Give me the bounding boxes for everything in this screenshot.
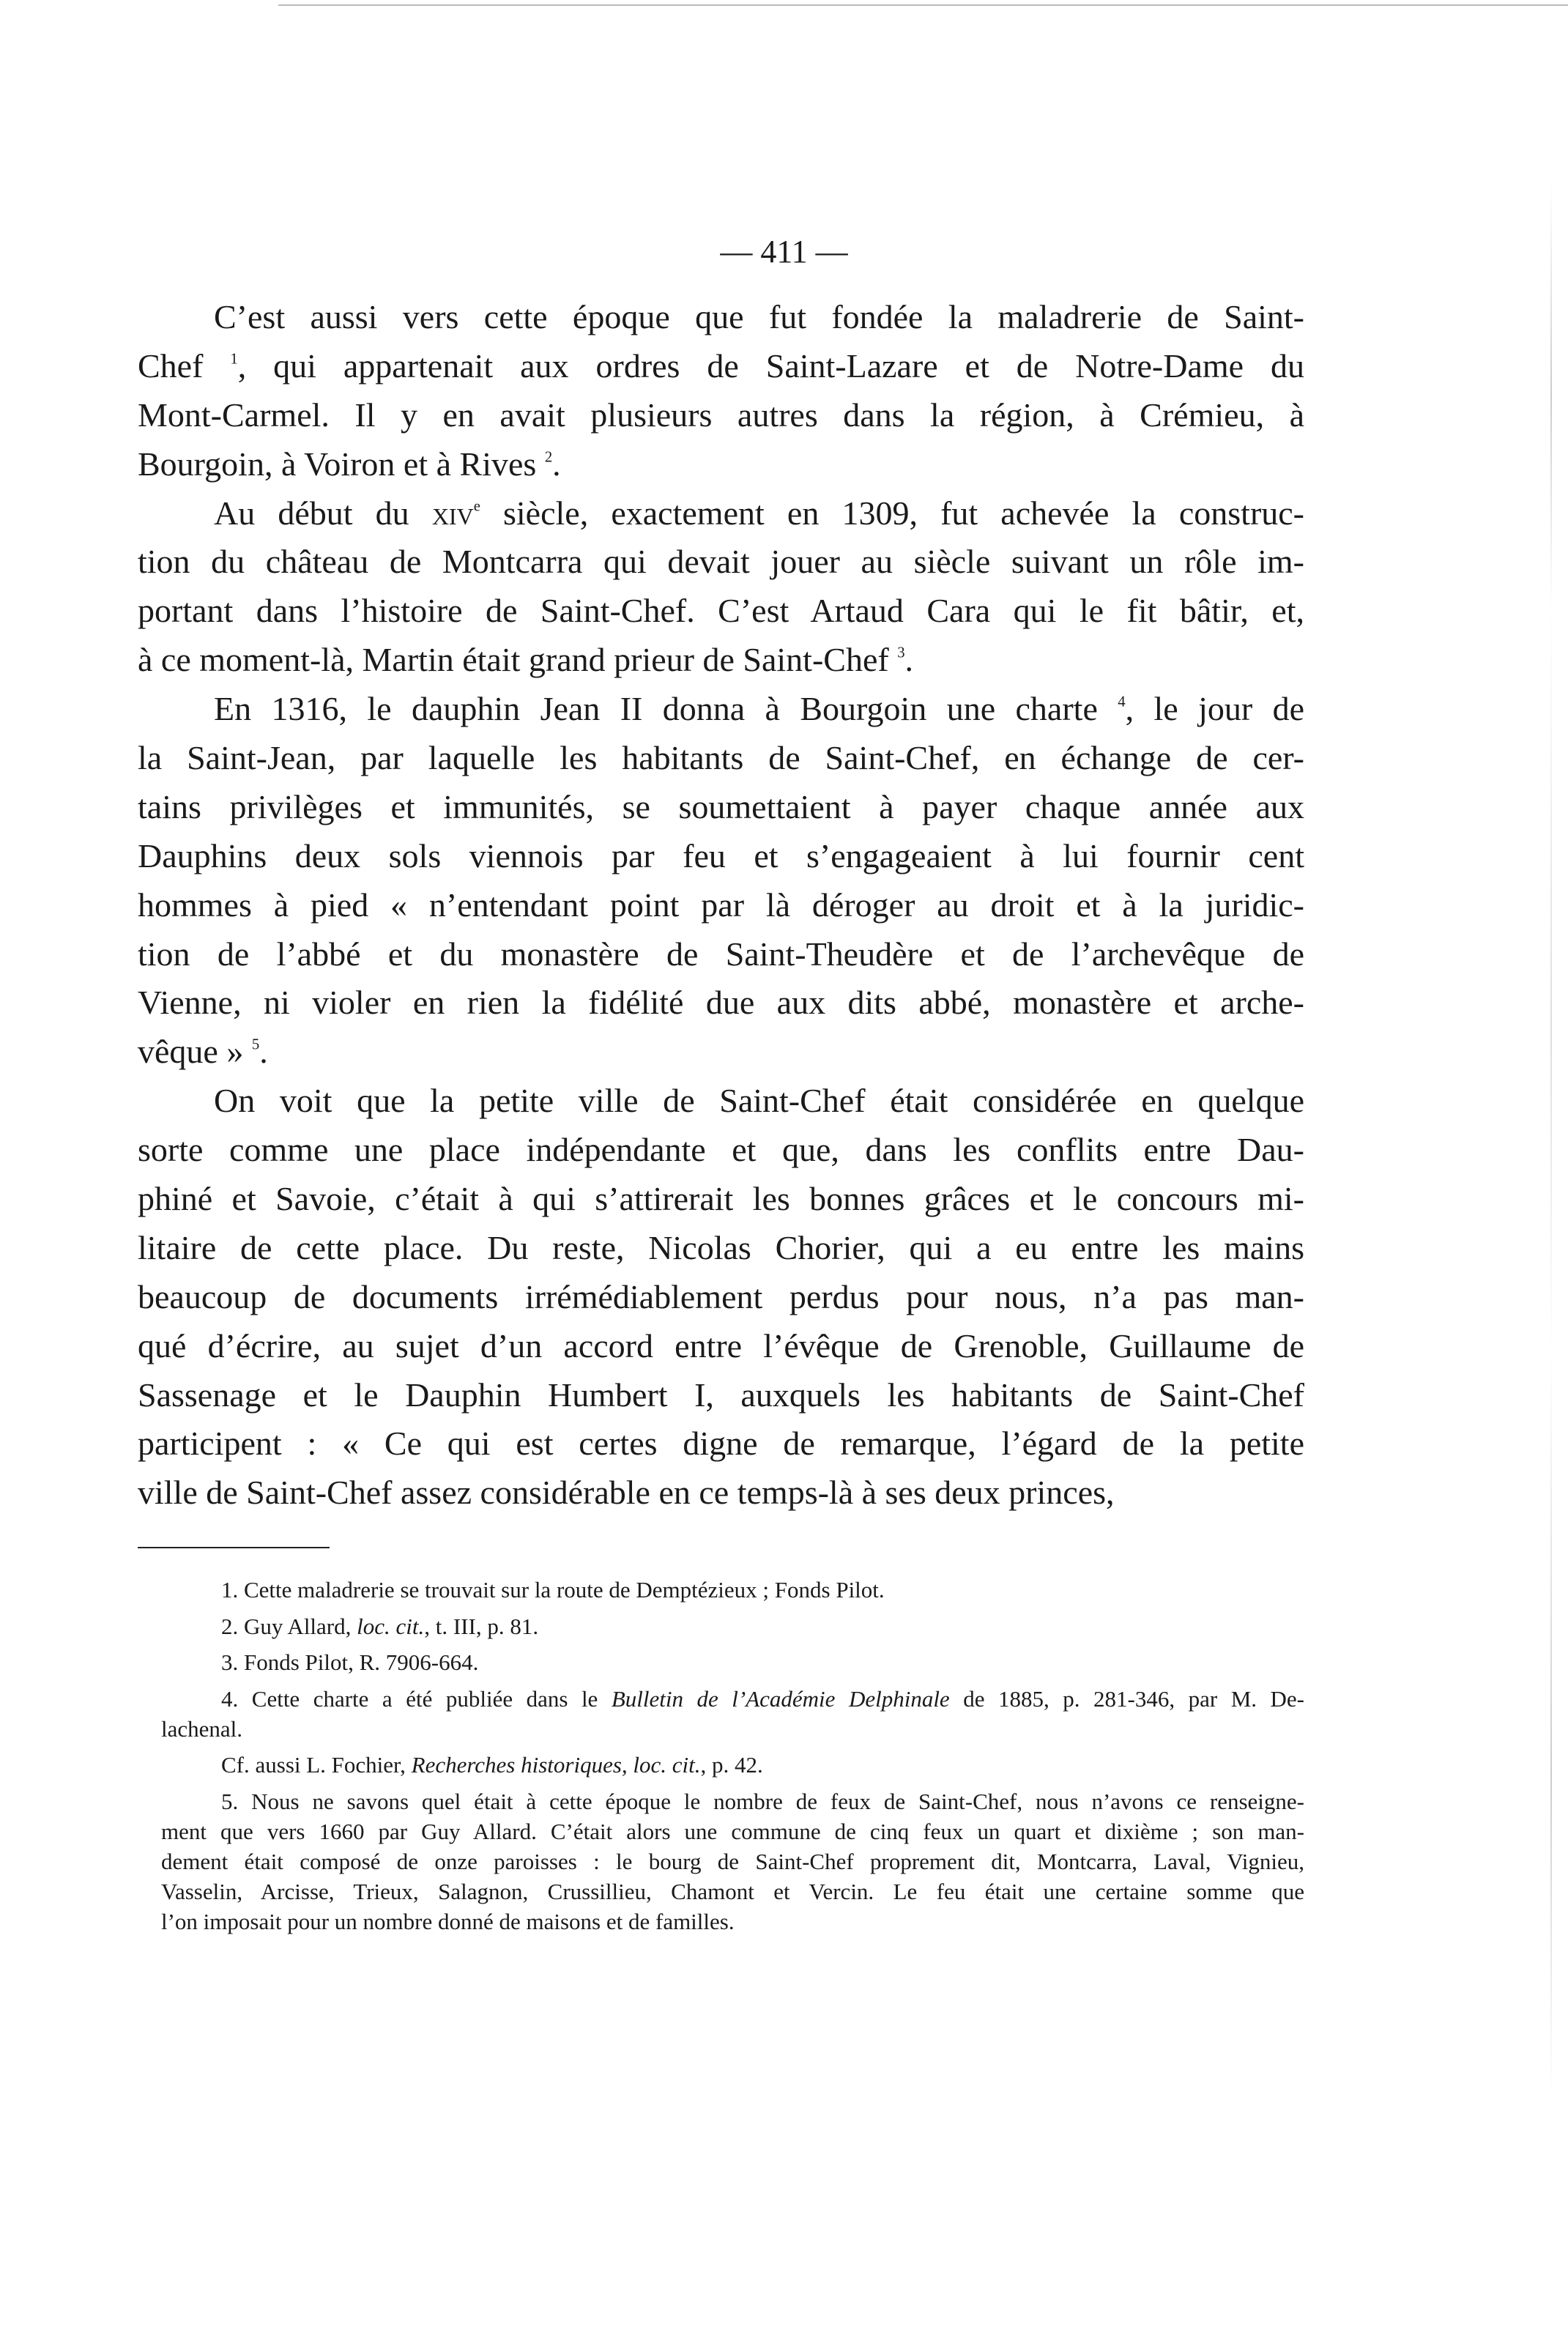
- footnote-line: [161, 1575, 1304, 1605]
- text-run: , p. 42.: [700, 1752, 763, 1778]
- text-run: participent : « Ce qui est certes digne de remarque, l’égard de la petite: [138, 1425, 1304, 1463]
- footnote-reference: 5: [251, 1036, 260, 1053]
- footnote-line: [161, 1846, 1304, 1876]
- text-run: En 1316, le dauphin Jean II donna à Bourgoin une charte: [214, 690, 1118, 728]
- scan-edge-shadow: [1550, 183, 1552, 2307]
- text-run: à ce moment-là, Martin était grand prieur de Saint-Chef: [138, 641, 898, 679]
- text-run: 2. Guy Allard,: [221, 1613, 357, 1639]
- text-run: ville de Saint-Chef assez considérable en ce temps-là à ses deux princes,: [138, 1474, 1115, 1512]
- footnote: [161, 1750, 1304, 1780]
- body-line: [138, 636, 1304, 685]
- text-run: hommes à pied « n’entendant point par là déroger au droit et à la juridic-: [138, 885, 1304, 924]
- text-run: la Saint-Jean, par laquelle les habitants de Saint-Chef, en échange de cer-: [138, 739, 1304, 777]
- text-run: , qui appartenait aux ordres de Saint-Lazare et de Notre-Dame du: [237, 346, 1304, 385]
- text-run: qué d’écrire, au sujet d’un accord entre l’évêque de Grenoble, Guillaume de: [138, 1326, 1304, 1364]
- text-run: Vasselin, Arcisse, Trieux, Salagnon, Crussillieu, Chamont et Vercin. Le feu était une certaine somme que: [161, 1878, 1304, 1904]
- text-run: 1. Cette maladrerie se trouvait sur la route de Demptézieux ; Fonds Pilot.: [221, 1577, 885, 1603]
- text-run: portant dans l’histoire de Saint-Chef. C’est Artaud Cara qui le fit bâtir, et,: [138, 592, 1304, 630]
- text-run: loc. cit.: [357, 1613, 425, 1639]
- body-line: [138, 440, 1304, 489]
- text-run: , le jour de: [1125, 690, 1304, 728]
- body-line: [138, 734, 1304, 783]
- text-run: siècle, exactement en 1309, fut achevée la construc-: [480, 494, 1304, 532]
- footnote-line: [161, 1876, 1304, 1906]
- footnote-line: [161, 1906, 1304, 1937]
- text-run: vêque »: [138, 1033, 252, 1071]
- text-run: sorte comme une place indépendante et que, dans les conflits entre Dau-: [138, 1131, 1304, 1169]
- body-line: [138, 293, 1304, 342]
- footnotes: [161, 1575, 1304, 1942]
- text-run: Cf. aussi L. Fochier,: [221, 1752, 412, 1778]
- text-run: Bulletin de l’Académie Delphinale: [611, 1685, 950, 1712]
- body-line: [138, 1028, 1304, 1077]
- text-run: Au début du: [214, 494, 432, 532]
- footnote: [161, 1647, 1304, 1677]
- text-run: dement était composé de onze paroisses : le bourg de Saint-Chef proprement dit, Montcarra, Laval, Vignieu,: [161, 1848, 1304, 1874]
- text-run: tion du château de Montcarra qui devait jouer au siècle suivant un rôle im-: [138, 543, 1304, 581]
- body-line: [138, 538, 1304, 587]
- footnote-line: [161, 1647, 1304, 1677]
- text-run: 4. Cette charte a été publiée dans le: [221, 1685, 612, 1712]
- text-run: de 1885, p. 281-346, par M. De-: [949, 1685, 1305, 1712]
- footnote-reference: 3: [897, 645, 905, 661]
- body-line: [138, 1175, 1304, 1224]
- body-line: [138, 1322, 1304, 1371]
- text-run: tion de l’abbé et du monastère de Saint-Theudère et de l’archevêque de: [138, 935, 1304, 973]
- footnote-separator: [138, 1547, 330, 1548]
- text-run: lachenal.: [161, 1715, 243, 1742]
- footnote-line: [161, 1611, 1304, 1641]
- body-line: [138, 1273, 1304, 1322]
- body-line: [138, 930, 1304, 979]
- text-run: , t. III, p. 81.: [424, 1613, 539, 1639]
- text-run: 5. Nous ne savons quel était à cette époque le nombre de feux de Saint-Chef, nous n’avons ce renseigne-: [221, 1788, 1304, 1814]
- text-run: Bourgoin, à Voiron et à Rives: [138, 445, 545, 483]
- text-run: C’est aussi vers cette époque que fut fondée la maladrerie de Saint-: [214, 298, 1304, 335]
- footnote-line: [161, 1816, 1304, 1846]
- footnote-line: [161, 1684, 1304, 1714]
- footnote-line: [161, 1750, 1304, 1780]
- body-line: [138, 1126, 1304, 1175]
- body-line: [138, 1468, 1304, 1518]
- footnote: [161, 1786, 1304, 1937]
- text-run: l’on imposait pour un nombre donné de maisons et de familles.: [161, 1908, 735, 1934]
- footnote-reference: e: [473, 497, 480, 514]
- text-run: .: [259, 1033, 268, 1071]
- text-run: tains privilèges et immunités, se soumettaient à payer chaque année aux: [138, 787, 1304, 825]
- body-line: [138, 979, 1304, 1028]
- text-run: xiv: [431, 494, 474, 532]
- text-run: Mont-Carmel. Il y en avait plusieurs autres dans la région, à Crémieu, à: [138, 396, 1304, 434]
- body-line: [138, 881, 1304, 930]
- page-number: — 411 —: [720, 234, 848, 270]
- footnote-reference: 4: [1118, 694, 1126, 710]
- body-line: [138, 832, 1304, 881]
- text-run: 3. Fonds Pilot, R. 7906-664.: [221, 1649, 479, 1675]
- text-run: litaire de cette place. Du reste, Nicolas Chorier, qui a eu entre les mains: [138, 1228, 1304, 1266]
- footnote-reference: 1: [230, 351, 238, 368]
- body-line: [138, 685, 1304, 734]
- text-run: Dauphins deux sols viennois par feu et s’engageaient à lui fournir cent: [138, 836, 1304, 875]
- footnote-line: [161, 1786, 1304, 1816]
- body-line: [138, 489, 1304, 538]
- text-run: Sassenage et le Dauphin Humbert I, auxquels les habitants de Saint-Chef: [138, 1375, 1304, 1414]
- footnote-reference: 2: [544, 449, 553, 466]
- text-run: Vienne, ni violer en rien la fidélité due aux dits abbé, monastère et arche-: [138, 984, 1304, 1022]
- text-run: .: [552, 445, 561, 483]
- footnote-line: [161, 1714, 1304, 1744]
- body-line: [138, 1419, 1304, 1468]
- footnote: [161, 1575, 1304, 1605]
- text-run: Chef: [138, 346, 231, 385]
- body-line: [138, 1371, 1304, 1420]
- body-line: [138, 1077, 1304, 1126]
- body-line: [138, 783, 1304, 832]
- text-run: Recherches historiques, loc. cit.: [411, 1752, 701, 1778]
- footnote: [161, 1684, 1304, 1744]
- body-line: [138, 391, 1304, 440]
- text-run: ment que vers 1660 par Guy Allard. C’était alors une commune de cinq feux un quart et dixième ; son man-: [161, 1818, 1304, 1844]
- footnote: [161, 1611, 1304, 1641]
- text-run: beaucoup de documents irrémédiablement perdus pour nous, n’a pas man-: [138, 1277, 1304, 1315]
- body-text: [138, 293, 1304, 1518]
- text-run: On voit que la petite ville de Saint-Chef était considérée en quelque: [214, 1082, 1304, 1120]
- scan-artifact-line: [278, 4, 1568, 6]
- text-run: phiné et Savoie, c’était à qui s’attirerait les bonnes grâces et le concours mi-: [138, 1180, 1304, 1218]
- text-run: .: [904, 641, 914, 679]
- body-line: [138, 1224, 1304, 1273]
- body-line: [138, 587, 1304, 636]
- body-line: [138, 342, 1304, 391]
